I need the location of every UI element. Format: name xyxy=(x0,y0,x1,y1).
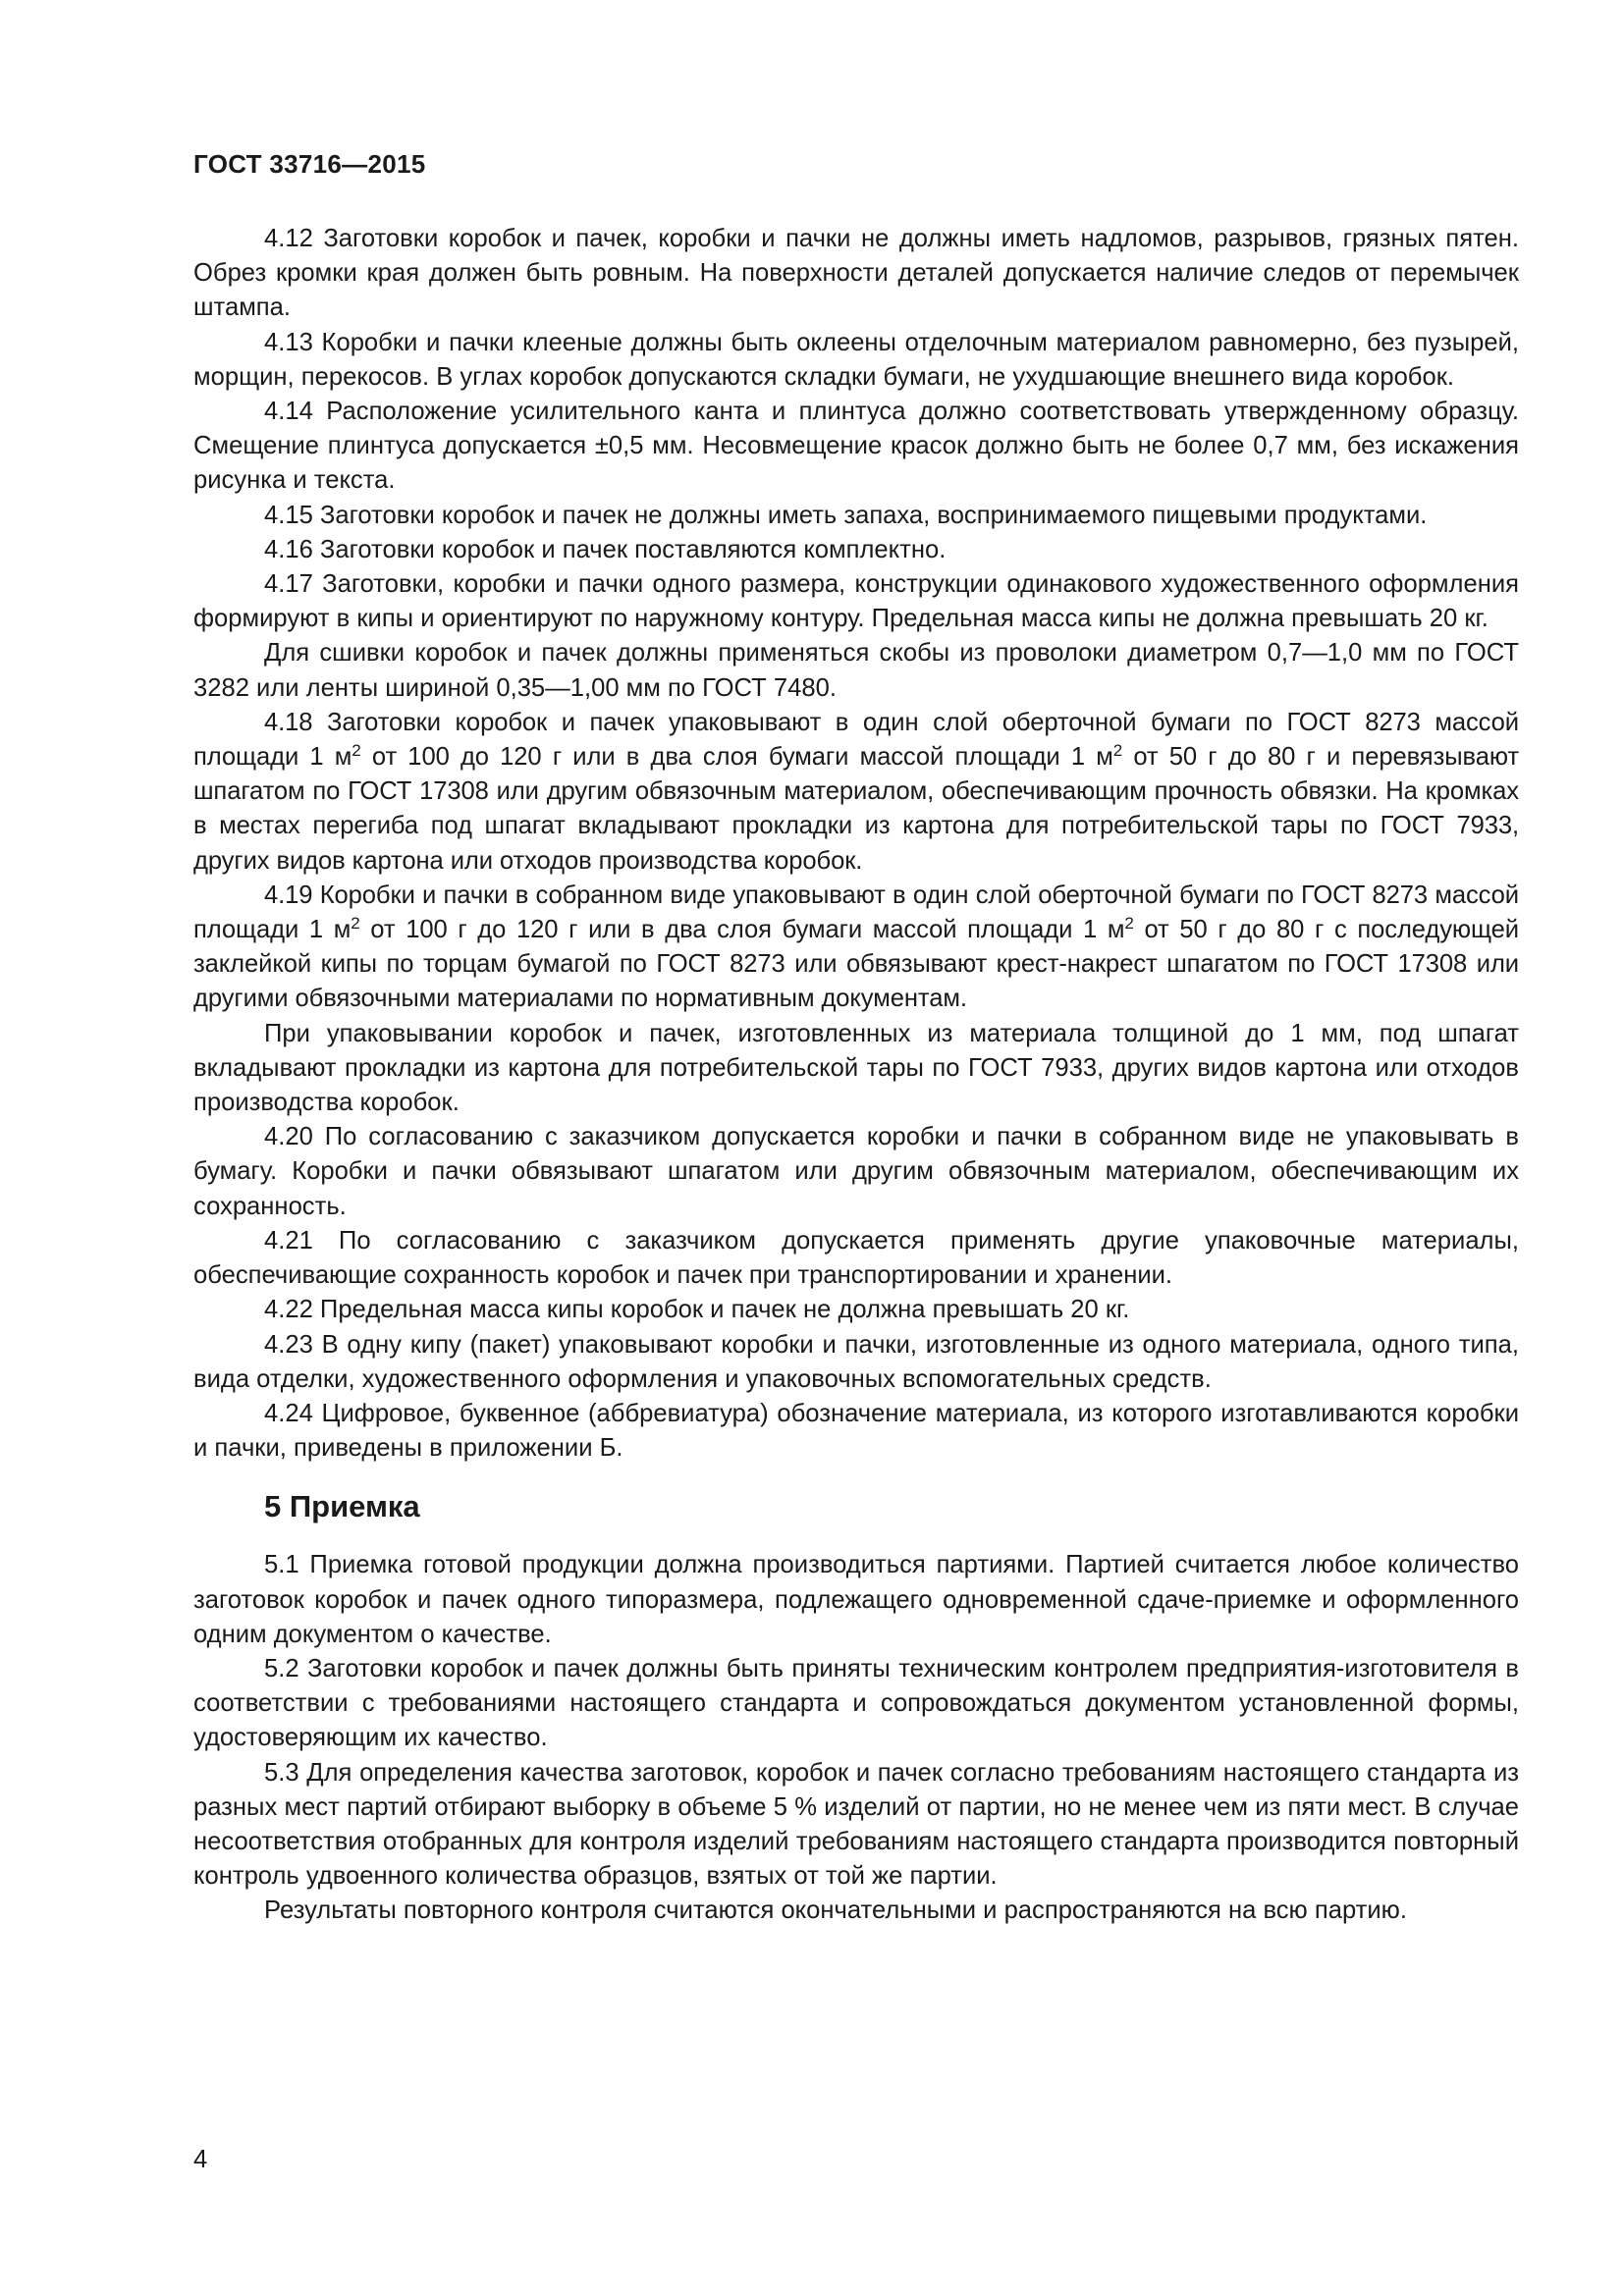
section-heading: 5 Приемка xyxy=(264,1489,420,1524)
paragraph-4-14: 4.14 Расположение усилительного канта и плинтуса должно соответствовать утвержденному образцу. Смещение плинтуса допускается ±0,5 мм. Несовмещение красок должно быть не более 0,7 мм, без искажения рисунка и текста. xyxy=(193,398,1519,495)
paragraph-5-1: 5.1 Приемка готовой продукции должна производиться партиями. Партией считается любое количество заготовок коробок и пачек одного типоразмера, подлежащего одновременной сдаче-приемке и оформленного одним документом о качестве. xyxy=(193,1551,1519,1648)
paragraph-4-24: 4.24 Цифровое, буквенное (аббревиатура) обозначение материала, из которого изготавливаются коробки и пачки, приведены в приложении Б. xyxy=(193,1399,1519,1463)
paragraph-4-19-part1: 4.19 Коробки и пачки в собранном виде упаковывают в один слой оберточной бумаги по ГОСТ 8273 массой площади 1 м xyxy=(193,881,1519,944)
superscript: 2 xyxy=(1124,914,1134,934)
paragraph-4-20: 4.20 По согласованию с заказчиком допускается коробки и пачки в собранном виде не упаковывать в бумагу. Коробки и пачки обвязывают шпагатом или другим обвязочным материалом, обеспечивающим их сохранность. xyxy=(193,1123,1519,1220)
document-header: ГОСТ 33716—2015 xyxy=(193,149,426,179)
document-body xyxy=(193,222,1519,1929)
paragraph-4-16: 4.16 Заготовки коробок и пачек поставляются комплектно. xyxy=(264,535,947,563)
paragraph-4-18-part3: от 50 г до 80 г и перевязывают шпагатом по ГОСТ 17308 или другим обвязочным материалом, обеспечивающим прочность обвязки. На кромках в местах перегиба под шпагат вкладывают прокладки из картона для потребительской тары по ГОСТ 7933, других видов картона или отходов производства коробок. xyxy=(193,743,1519,875)
superscript: 2 xyxy=(351,914,360,934)
superscript: 2 xyxy=(352,741,361,761)
paragraph-4-18 xyxy=(193,706,1519,879)
paragraph-4-13: 4.13 Коробки и пачки клееные должны быть оклеены отделочным материалом равномерно, без пузырей, морщин, перекосов. В углах коробок допускаются складки бумаги, не ухудшающие внешнего вида коробок. xyxy=(193,328,1519,391)
paragraph-5-3-result: Результаты повторного контроля считаются окончательными и распространяются на всю партию. xyxy=(264,1896,1407,1925)
paragraph-5-3: 5.3 Для определения качества заготовок, коробок и пачек согласно требованиям настоящего стандарта из разных мест партий отбирают выборку в объеме 5 % изделий от партии, но не менее чем из пяти мест. В случае несоответствия отобранных для контроля изделий требованиям настоящего стандарта производится повторный контроль удвоенного количества образцов, взятых от той же партии. xyxy=(193,1758,1519,1891)
paragraph-4-19-part3: от 50 г до 80 г с последующей заклейкой кипы по торцам бумагой по ГОСТ 8273 или обвязывают крест-накрест шпагатом по ГОСТ 17308 или другими обвязочными материалами по нормативным документам. xyxy=(193,916,1519,1013)
paragraph-4-19 xyxy=(193,879,1519,1017)
paragraph-4-17: 4.17 Заготовки, коробки и пачки одного размера, конструкции одинакового художественного оформления формируют в кипы и ориентируют по наружному контуру. Предельная масса кипы не должна превышать 20 кг. xyxy=(193,570,1519,633)
paragraph-stitching: Для сшивки коробок и пачек должны применяться скобы из проволоки диаметром 0,7—1,0 мм по ГОСТ 3282 или ленты шириной 0,35—1,00 мм по ГОСТ 7480. xyxy=(193,639,1519,702)
paragraph-4-23: 4.23 В одну кипу (пакет) упаковывают коробки и пачки, изготовленные из одного материала, одного типа, вида отделки, художественного оформления и упаковочных вспомогательных средств. xyxy=(193,1330,1519,1393)
page-number: 4 xyxy=(193,2146,208,2173)
paragraph-4-21: 4.21 По согласованию с заказчиком допускается применять другие упаковочные материалы, обеспечивающие сохранность коробок и пачек при транспортировании и хранении. xyxy=(193,1226,1519,1290)
paragraph-4-19-part2: от 100 г до 120 г или в два слоя бумаги массой площади 1 м xyxy=(359,916,1125,944)
paragraph-4-15: 4.15 Заготовки коробок и пачек не должны иметь запаха, воспринимаемого пищевыми продуктами. xyxy=(264,501,1428,529)
superscript: 2 xyxy=(1112,741,1123,761)
paragraph-4-12: 4.12 Заготовки коробок и пачек, коробки и пачки не должны иметь надломов, разрывов, грязных пятен. Обрез кромки края должен быть ровным. На поверхности деталей допускается наличие следов от перемычек штампа. xyxy=(193,225,1519,322)
paragraph-4-18-part1: 4.18 Заготовки коробок и пачек упаковывают в один слой оберточной бумаги по ГОСТ 8273 массой площади 1 м xyxy=(193,708,1519,772)
paragraph-5-2: 5.2 Заготовки коробок и пачек должны быть приняты техническим контролем предприятия-изготовителя в соответствии с требованиями настоящего стандарта и сопровождаться документом установленной формы, удостоверяющим их качество. xyxy=(193,1654,1519,1752)
paragraph-packing-note: При упаковывании коробок и пачек, изготовленных из материала толщиной до 1 мм, под шпагат вкладывают прокладки из картона для потребительской тары по ГОСТ 7933, других видов картона или отходов производства коробок. xyxy=(193,1019,1519,1117)
paragraph-4-18-part2: от 100 до 120 г или в два слоя бумаги массой площади 1 м xyxy=(360,743,1113,772)
paragraph-4-22: 4.22 Предельная масса кипы коробок и пачек не должна превышать 20 кг. xyxy=(264,1296,1130,1324)
